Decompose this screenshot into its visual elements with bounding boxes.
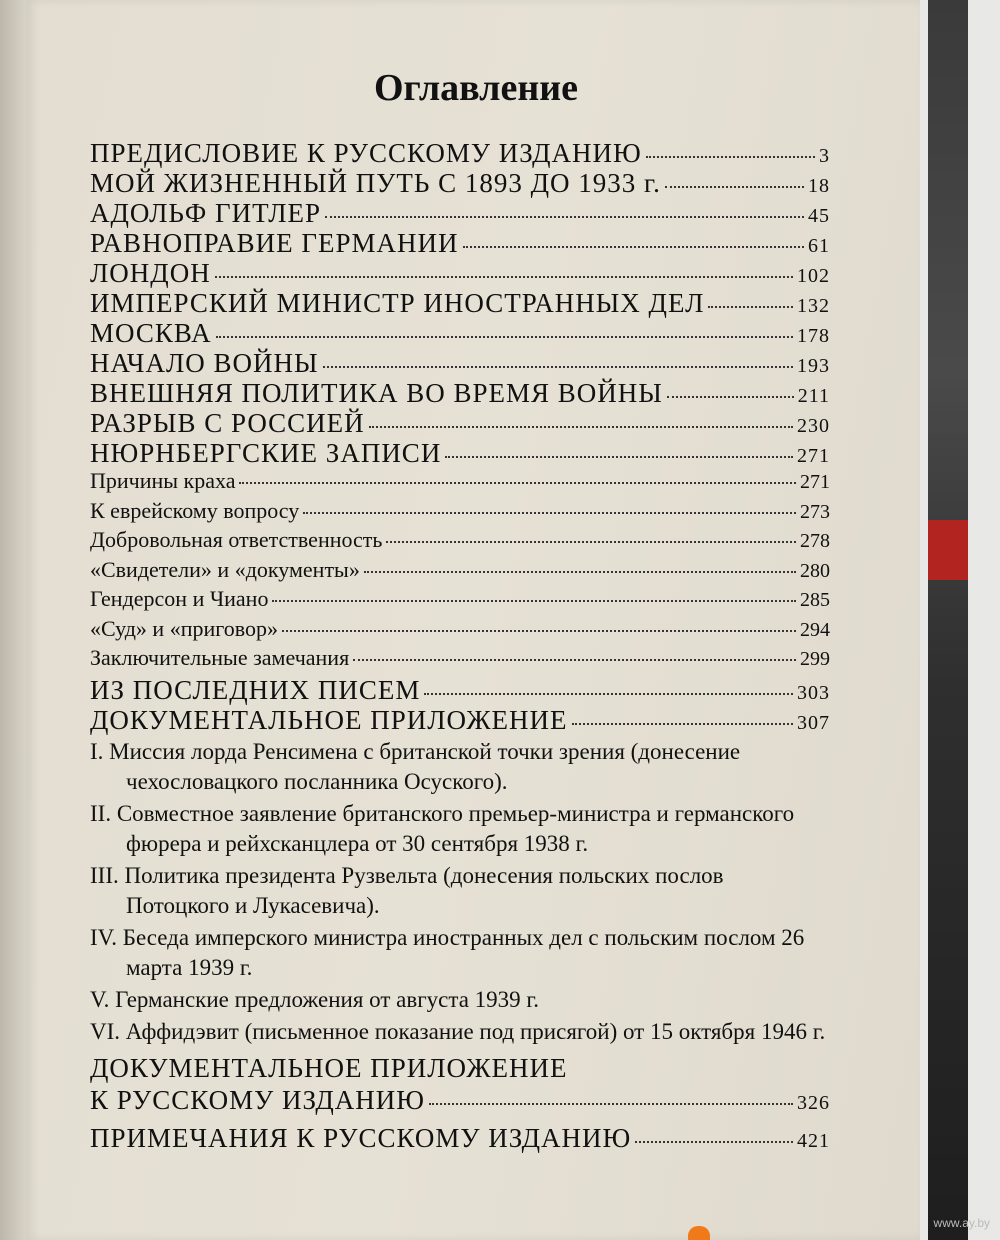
dot-leader: [635, 1141, 793, 1143]
toc-entry: [90, 675, 830, 705]
toc-entry: [90, 408, 830, 438]
toc-entry-page: 326: [797, 1091, 830, 1114]
dot-leader: [239, 482, 796, 484]
document-item: V. Германские предложения от августа 1939 г.: [90, 986, 540, 1012]
toc-entry: [90, 705, 830, 735]
toc-entry-title: НЮРНБЕРГСКИЕ ЗАПИСИ: [90, 438, 442, 468]
cover-red-band: [928, 520, 968, 580]
toc-entry: [90, 318, 830, 348]
toc-entry: [90, 468, 830, 498]
dot-leader: [216, 336, 793, 338]
toc-entry: [90, 557, 830, 587]
dot-leader: [282, 630, 796, 632]
cover-photo-strip: [928, 0, 968, 1240]
appendix-heading: [90, 1053, 830, 1085]
toc-entry: [90, 138, 830, 168]
toc-entry-page: 132: [797, 295, 830, 317]
dot-leader: [215, 276, 793, 278]
dot-leader: [424, 693, 793, 695]
toc-entry-title: «Суд» и «приговор»: [90, 615, 278, 641]
toc-entry-page: 271: [800, 471, 830, 493]
toc-entry: [90, 228, 830, 258]
document-item: IV. Беседа имперского министра иностранных дел с польским послом 26 марта 1939 г.: [90, 924, 805, 980]
dot-leader: [325, 216, 804, 218]
toc-entry-page: 294: [800, 618, 830, 641]
dot-leader: [353, 659, 796, 661]
toc-entry-page: 193: [797, 355, 830, 377]
toc-entry: [90, 348, 830, 378]
toc-entry-title: ВНЕШНЯЯ ПОЛИТИКА ВО ВРЕМЯ ВОЙНЫ: [90, 378, 663, 408]
watermark: www.ay.by: [933, 1216, 990, 1230]
toc-entry-page: 61: [808, 235, 830, 257]
toc-entry: [90, 288, 830, 318]
toc-entry-page: 211: [797, 385, 830, 407]
toc-entry-title: К еврейскому вопросу: [90, 497, 300, 523]
toc-entry-page: 299: [800, 648, 830, 670]
toc-entry-title: ПРИМЕЧАНИЯ К РУССКОМУ ИЗДАНИЮ: [90, 1122, 632, 1153]
dot-leader: [708, 306, 793, 308]
toc-entry-page: 45: [808, 205, 830, 227]
table-of-contents: [90, 138, 830, 1153]
dot-leader: [364, 571, 796, 573]
dot-leader: [445, 456, 793, 458]
dot-leader: [323, 366, 793, 368]
toc-entry-title: Гендерсон и Чиано: [90, 586, 269, 611]
appendix-line1: ДОКУМЕНТАЛЬНОЕ ПРИЛОЖЕНИЕ: [90, 1052, 568, 1083]
toc-entry-page: 285: [800, 589, 830, 611]
document-item: I. Миссия лорда Ренсимена с британской точки зрения (донесение чехословацкого посланника Осуского).: [90, 738, 741, 794]
toc-entry-title: РАЗРЫВ С РОССИЕЙ: [90, 408, 365, 438]
toc-entry-page: 303: [797, 681, 830, 704]
toc-entry: [90, 498, 830, 528]
toc-entry: [90, 438, 830, 468]
after-entries: [90, 675, 830, 735]
dot-leader: [646, 156, 815, 158]
document-item: II. Совместное заявление британского премьер-министра и германского фюрера и рейхсканцлера от 30 сентября 1938 г.: [90, 800, 795, 856]
dot-leader: [667, 396, 794, 398]
toc-entry: [90, 616, 830, 646]
toc-entry-title: МОСКВА: [90, 318, 212, 348]
book-page: [26, 0, 920, 1240]
dot-leader: [386, 541, 796, 543]
toc-entry-appendix-line2: [90, 1085, 830, 1115]
dot-leader: [272, 600, 796, 602]
toc-entry-title: ПРЕДИСЛОВИЕ К РУССКОМУ ИЗДАНИЮ: [90, 138, 642, 168]
toc-entry-page: 3: [819, 145, 830, 167]
toc-entry-title: «Свидетели» и «документы»: [90, 556, 360, 582]
facing-page-edge: [0, 0, 26, 1240]
dot-leader: [369, 426, 793, 428]
toc-entry: [90, 378, 830, 408]
toc-entry-page: 18: [808, 175, 830, 197]
toc-entry-title: Заключительные замечания: [90, 645, 350, 670]
dot-leader: [303, 512, 796, 514]
toc-entry: [90, 527, 830, 557]
toc-entry-title: МОЙ ЖИЗНЕННЫЙ ПУТЬ С 1893 ДО 1933 г.: [90, 168, 661, 198]
toc-entry-notes: [90, 1123, 830, 1153]
toc-entry-page: 307: [797, 711, 830, 734]
toc-entry-page: 102: [797, 265, 830, 287]
document-list: [90, 737, 830, 1047]
toc-entry: [90, 258, 830, 288]
toc-entry-title: ИМПЕРСКИЙ МИНИСТР ИНОСТРАННЫХ ДЕЛ: [90, 288, 705, 318]
toc-entry-page: 421: [797, 1129, 830, 1152]
document-item: VI. Аффидэвит (письменное показание под присягой) от 15 октября 1946 г.: [90, 1018, 826, 1044]
toc-entry-title: ИЗ ПОСЛЕДНИХ ПИСЕМ: [90, 674, 421, 705]
toc-entry-title: ДОКУМЕНТАЛЬНОЕ ПРИЛОЖЕНИЕ: [90, 704, 568, 735]
toc-entry-title: Причины краха: [90, 468, 236, 493]
dot-leader: [572, 723, 793, 725]
toc-entry-title: АДОЛЬФ ГИТЛЕР: [90, 198, 322, 228]
document-item: III. Политика президента Рузвельта (донесения польских послов Потоцкого и Лукасевича).: [90, 862, 724, 918]
dot-leader: [429, 1103, 793, 1105]
page-title: Оглавление: [373, 67, 579, 109]
toc-entry: [90, 645, 830, 675]
toc-entry: [90, 586, 830, 616]
toc-entry-page: 280: [800, 559, 830, 582]
sub-entries: [90, 468, 830, 675]
toc-entry-title: Добровольная ответственность: [90, 527, 383, 552]
toc-entry-title: НАЧАЛО ВОЙНЫ: [90, 348, 319, 378]
toc-entry-page: 271: [797, 445, 830, 467]
toc-entry-title: РАВНОПРАВИЕ ГЕРМАНИИ: [90, 228, 459, 258]
toc-entry: [90, 168, 830, 198]
toc-entry-page: 273: [800, 500, 830, 523]
main-entries: [90, 138, 830, 468]
dot-leader: [665, 186, 804, 188]
toc-entry-title: ЛОНДОН: [90, 258, 211, 288]
toc-entry-title: К РУССКОМУ ИЗДАНИЮ: [90, 1084, 425, 1115]
orange-bookmark-tab: [688, 1226, 710, 1240]
toc-entry-page: 178: [797, 325, 830, 347]
toc-entry-page: 278: [800, 530, 830, 552]
toc-entry: [90, 198, 830, 228]
toc-entry-page: 230: [797, 415, 830, 437]
dot-leader: [463, 246, 805, 248]
